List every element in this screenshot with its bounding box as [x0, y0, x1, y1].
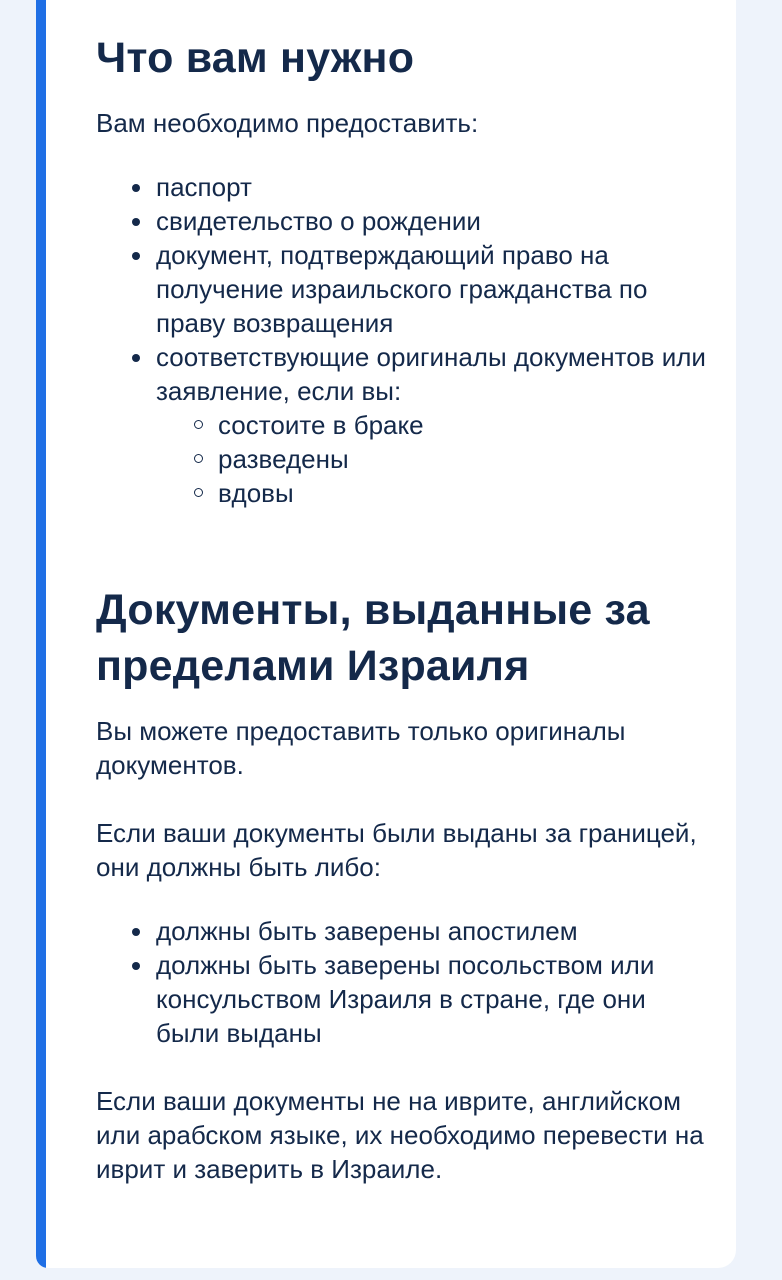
section-intro: Вам необходимо предоставить: [96, 108, 479, 138]
sublist-item: вдовы [194, 476, 706, 510]
required-documents-list [96, 170, 706, 510]
list-item-text: должны быть заверены апостилем [156, 916, 578, 946]
list-item [132, 340, 706, 510]
marital-status-sublist [156, 408, 706, 510]
sublist-item: состоите в браке [194, 408, 706, 442]
list-item-text: соответствующие оригиналы документов или заявление, если вы: [156, 342, 706, 406]
translation-paragraph: Если ваши документы не на иврите, английском или арабском языке, их необходимо перевести на иврит и заверить в Израиле. [96, 1086, 704, 1184]
accent-bar [36, 0, 46, 1268]
list-item [132, 204, 706, 238]
list-item [132, 914, 706, 948]
section-title-what-you-need: Что вам нужно [96, 34, 415, 82]
list-item-text: документ, подтверждающий право на получение израильского гражданства по праву возвращения [156, 240, 648, 338]
list-item [132, 238, 706, 340]
content [96, 26, 706, 1186]
sublist-item: разведены [194, 442, 706, 476]
list-item [132, 170, 706, 204]
certification-list [96, 914, 706, 1050]
list-item-text: свидетельство о рождении [156, 206, 481, 236]
issued-abroad-paragraph: Если ваши документы были выданы за границей, они должны быть либо: [96, 818, 697, 882]
content-card [36, 0, 736, 1268]
originals-paragraph: Вы можете предоставить только оригиналы документов. [96, 716, 626, 780]
list-item [132, 948, 706, 1050]
list-item-text: паспорт [156, 172, 252, 202]
list-item-text: должны быть заверены посольством или консульством Израиля в стране, где они были выданы [156, 950, 655, 1048]
section-title-documents-abroad: Документы, выданные за пределами Израиля [96, 586, 650, 690]
